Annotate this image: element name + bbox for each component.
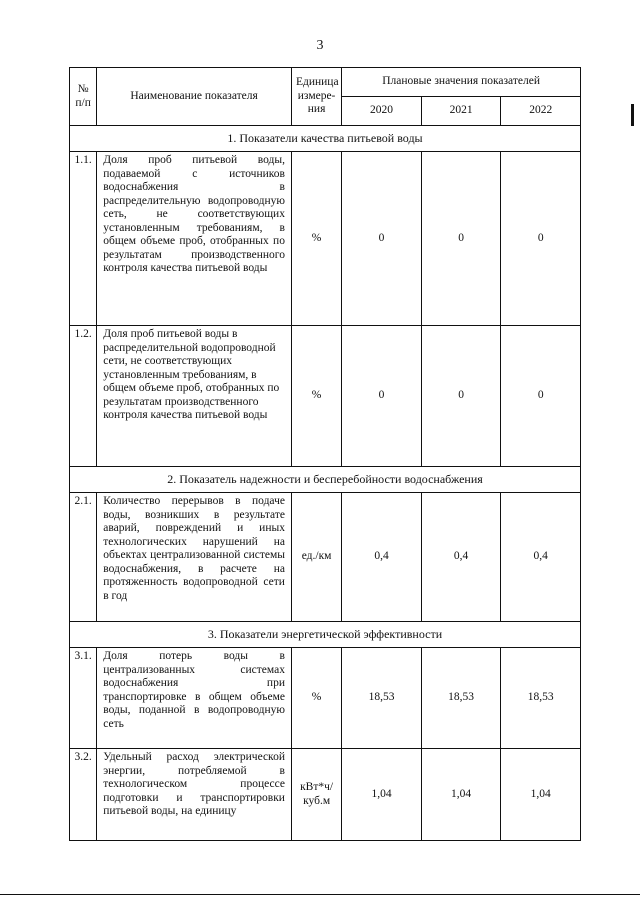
row-value-2022: 18,53: [501, 648, 581, 749]
header-year-2022: 2022: [501, 97, 581, 126]
row-name: Количество перерывов в подаче воды, возникших в результате аварий, повреждений и иных технологических нарушений на объектах централизованной системы водоснабжения, в расчете на протяженность водопроводной сети в год: [97, 493, 292, 622]
row-unit: кВт*ч/ куб.м: [291, 749, 341, 841]
row-name: Доля потерь воды в централизованных системах водоснабжения при транспортировке в общем объеме воды, поданной в водопроводную сеть: [97, 648, 292, 749]
section-row: [70, 467, 581, 493]
table-row: [70, 749, 581, 841]
row-num: 2.1.: [70, 493, 97, 622]
row-num: 1.1.: [70, 152, 97, 326]
row-name: Доля проб питьевой воды в распределительной водопроводной сети, не соответствующих установленным требованиям, в общем объеме проб, отобранных по результатам производственного контроля качества питьевой воды: [97, 326, 292, 467]
scan-edge-mark: [631, 104, 634, 126]
row-value-2021: 18,53: [421, 648, 501, 749]
section-title: 3. Показатели энергетической эффективности: [70, 622, 581, 648]
row-value-2020: 18,53: [342, 648, 422, 749]
section-title: 1. Показатели качества питьевой воды: [70, 126, 581, 152]
row-value-2020: 0: [342, 326, 422, 467]
header-planned: Плановые значения показателей: [342, 68, 581, 97]
section-row: [70, 126, 581, 152]
row-unit: ед./км: [291, 493, 341, 622]
row-unit: %: [291, 326, 341, 467]
section-title: 2. Показатель надежности и бесперебойности водоснабжения: [70, 467, 581, 493]
header-unit: Единица измере-ния: [291, 68, 341, 126]
section-row: [70, 622, 581, 648]
row-num: 1.2.: [70, 326, 97, 467]
row-name: Доля проб питьевой воды, подаваемой с источников водоснабжения в распределительную водопроводную сеть, не соответствующих установленным требованиям, в общем объеме проб, отобранных по результатам производственного контроля качества питьевой воды: [97, 152, 292, 326]
scan-bottom-edge: [0, 894, 640, 895]
header-year-2020: 2020: [342, 97, 422, 126]
row-value-2022: 1,04: [501, 749, 581, 841]
row-value-2021: 0,4: [421, 493, 501, 622]
header-name: Наименование показателя: [97, 68, 292, 126]
row-unit: %: [291, 648, 341, 749]
row-unit: %: [291, 152, 341, 326]
row-name: Удельный расход электрической энергии, потребляемой в технологическом процессе подготовки и транспортировки питьевой воды, на единицу: [97, 749, 292, 841]
row-value-2020: 1,04: [342, 749, 422, 841]
page-number: 3: [316, 38, 324, 53]
table-row: [70, 648, 581, 749]
row-value-2022: 0: [501, 326, 581, 467]
row-value-2021: 0: [421, 152, 501, 326]
table-row: [70, 152, 581, 326]
row-value-2020: 0: [342, 152, 422, 326]
table-row: [70, 493, 581, 622]
table-row: [70, 326, 581, 467]
row-value-2022: 0: [501, 152, 581, 326]
row-value-2020: 0,4: [342, 493, 422, 622]
row-num: 3.2.: [70, 749, 97, 841]
indicators-table: [69, 67, 581, 841]
row-num: 3.1.: [70, 648, 97, 749]
row-value-2021: 0: [421, 326, 501, 467]
header-num: № п/п: [70, 68, 97, 126]
row-value-2021: 1,04: [421, 749, 501, 841]
header-year-2021: 2021: [421, 97, 501, 126]
row-value-2022: 0,4: [501, 493, 581, 622]
